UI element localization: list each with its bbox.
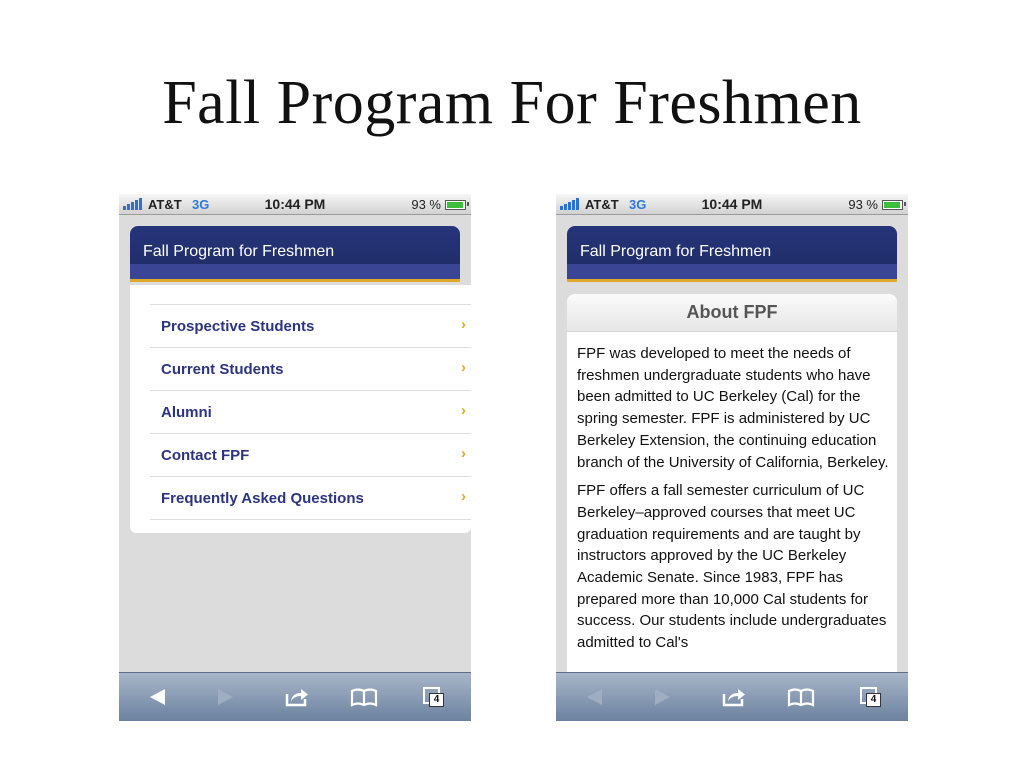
site-header [567,226,897,282]
status-bar [556,194,908,215]
battery-icon [882,200,903,210]
menu-item-label: Alumni [161,404,212,421]
battery-level-fill [884,202,900,208]
menu-item-alumni[interactable] [150,391,471,434]
chevron-right-icon: › [461,359,466,376]
network-type: 3G [192,197,210,212]
site-header-title[interactable]: Fall Program for Freshmen [580,243,772,260]
chevron-right-icon: › [461,316,466,333]
about-body [577,343,889,661]
chevron-right-icon: › [461,445,466,462]
battery-percentage: 93 % [848,197,878,212]
tabs-count: 4 [429,693,444,707]
share-icon[interactable] [284,685,308,709]
about-card [567,294,897,694]
site-header-title[interactable]: Fall Program for Freshmen [143,243,335,260]
back-arrow-icon[interactable] [145,685,169,709]
slide-title: Fall Program For Freshmen [162,69,862,137]
browser-toolbar [556,672,908,721]
forward-arrow-icon[interactable] [214,685,238,709]
menu-item-contact-fpf[interactable] [150,434,471,477]
bookmarks-icon[interactable] [787,685,811,709]
status-time: 10:44 PM [264,196,326,212]
about-paragraph: FPF offers a fall semester curriculum of UC Berkeley–approved courses that meet UC graduation requirements and are taught by instructors approved by the UC Berkeley Academic Senate. Since 1983, FPF has prepared more than 10,000 Cal students for success. Our students include undergraduates admitted to Cal's [577,482,887,652]
status-bar [119,194,471,215]
chevron-right-icon: › [461,488,466,505]
menu-item-faq[interactable] [150,477,471,520]
menu-item-label: Current Students [161,361,284,378]
about-title: About FPF [567,294,897,332]
menu-item-prospective-students[interactable] [150,305,471,348]
menu-item-label: Prospective Students [161,318,315,335]
tabs-icon[interactable] [421,685,445,709]
share-icon[interactable] [721,685,745,709]
carrier-name: AT&T [148,197,182,212]
battery-icon [445,200,466,210]
battery-percentage: 93 % [411,197,441,212]
menu-item-label: Contact FPF [161,447,250,464]
menu-item-label: Frequently Asked Questions [161,490,364,507]
menu-list [150,304,471,520]
battery-level-fill [447,202,463,208]
chevron-right-icon: › [461,402,466,419]
phone-screenshot-about [556,194,908,721]
phone-screenshot-menu [119,194,471,721]
about-paragraph: FPF was developed to meet the needs of freshmen undergraduate students who have been admitted to UC Berkeley (Cal) for the spring semester. FPF is administered by UC Berkeley Extension, the continuing education branch of the University of California, Berkeley. [577,345,889,471]
site-header [130,226,460,282]
bookmarks-icon[interactable] [350,685,374,709]
network-type: 3G [629,197,647,212]
forward-arrow-icon[interactable] [651,685,675,709]
menu-item-current-students[interactable] [150,348,471,391]
tabs-icon[interactable] [858,685,882,709]
carrier-name: AT&T [585,197,619,212]
menu-card [130,285,471,533]
browser-toolbar [119,672,471,721]
tabs-count: 4 [866,693,881,707]
status-time: 10:44 PM [701,196,763,212]
back-arrow-icon[interactable] [582,685,606,709]
